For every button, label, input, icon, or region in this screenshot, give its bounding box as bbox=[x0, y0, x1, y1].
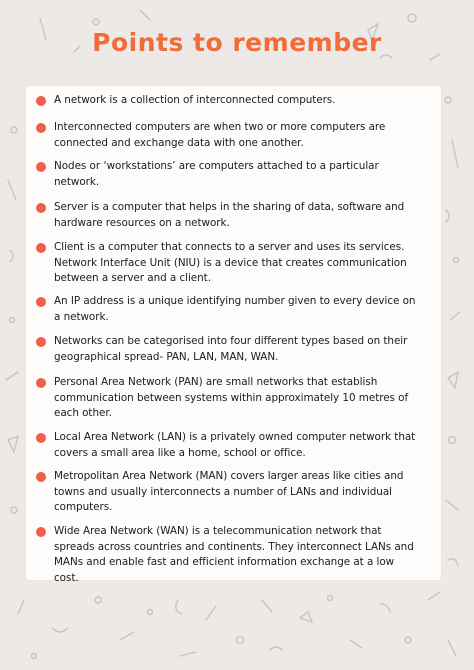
point-text: Networks can be categorised into four different types based on their geographical spread- PAN, LAN, MAN, WAN. bbox=[54, 335, 408, 363]
bullet-dot-icon bbox=[36, 433, 46, 443]
list-item bbox=[36, 294, 416, 325]
bullet-dot-icon bbox=[36, 162, 46, 172]
page-title: Points to remember bbox=[92, 28, 382, 57]
bullet-dot-icon bbox=[36, 527, 46, 537]
point-text: Server is a computer that helps in the sharing of data, software and hardware resources on a network. bbox=[54, 201, 405, 229]
point-text: Personal Area Network (PAN) are small networks that establish communication between systems within approximately 10 metres of each other. bbox=[54, 376, 409, 420]
bullet-dot-icon bbox=[36, 243, 46, 253]
point-text: Interconnected computers are when two or more computers are connected and exchange data with one another. bbox=[54, 121, 386, 149]
point-text: Client is a computer that connects to a server and uses its services. Network Interface Unit (NIU) is a device that creates communication between a server and a client. bbox=[54, 241, 407, 285]
list-item bbox=[36, 240, 416, 287]
bullet-dot-icon bbox=[36, 378, 46, 388]
point-text: Wide Area Network (WAN) is a telecommunication network that spreads across countries and continents. They interconnect LANs and MANs and enable fast and efficient information exchange at a low cost. bbox=[54, 525, 414, 584]
bullet-dot-icon bbox=[36, 472, 46, 482]
list-item bbox=[36, 375, 416, 422]
list-item bbox=[36, 93, 416, 109]
list-item bbox=[36, 159, 416, 190]
bullet-dot-icon bbox=[36, 123, 46, 133]
list-item bbox=[36, 469, 416, 516]
list-item bbox=[36, 120, 416, 151]
point-text: Metropolitan Area Network (MAN) covers larger areas like cities and towns and usually interconnects a number of LANs and individual computers. bbox=[54, 470, 404, 514]
list-item bbox=[36, 524, 416, 586]
point-text: Local Area Network (LAN) is a privately owned computer network that covers a small area like a home, school or office. bbox=[54, 431, 416, 459]
point-text: Nodes or ‘workstations’ are computers attached to a particular network. bbox=[54, 160, 379, 188]
bullet-dot-icon bbox=[36, 203, 46, 213]
point-text: A network is a collection of interconnected computers. bbox=[54, 94, 336, 106]
list-item bbox=[36, 334, 416, 365]
bullet-dot-icon bbox=[36, 337, 46, 347]
list-item bbox=[36, 430, 416, 461]
list-item bbox=[36, 200, 416, 231]
point-text: An IP address is a unique identifying number given to every device on a network. bbox=[54, 295, 416, 323]
bullet-dot-icon bbox=[36, 96, 46, 106]
bullet-dot-icon bbox=[36, 297, 46, 307]
